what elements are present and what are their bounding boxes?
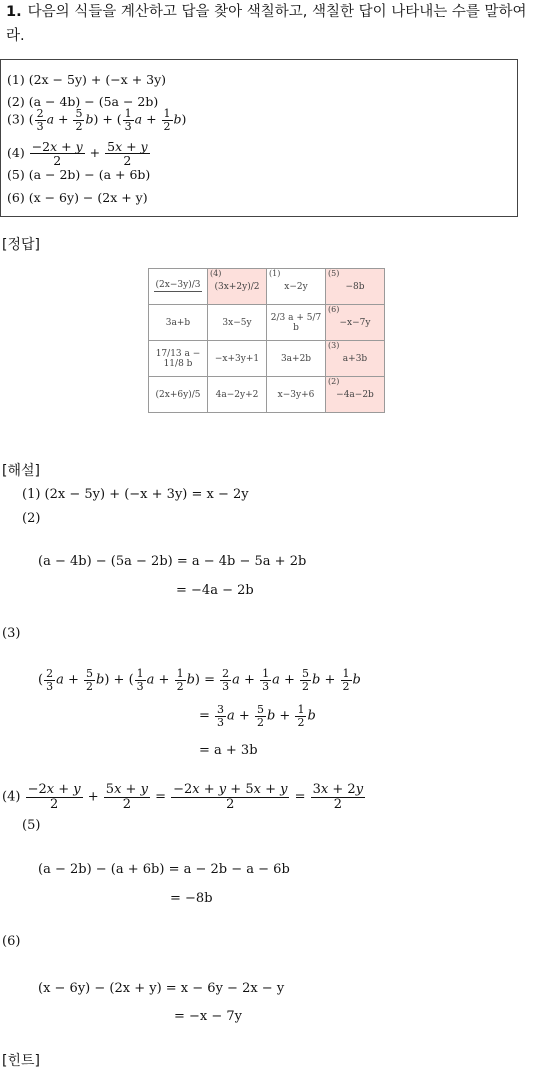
grid-cell: (5) −8b — [326, 269, 385, 305]
problem-2: (2) (a − 4b) − (5a − 2b) — [7, 94, 159, 109]
problem-5: (5) (a − 2b) − (a + 6b) — [7, 167, 151, 182]
grid-cell: 3x−5y — [208, 305, 267, 341]
explanation-label: [해설] — [2, 463, 40, 479]
problem-1: (1) (2x − 5y) + (−x + 3y) — [7, 72, 167, 87]
question-text — [6, 0, 534, 48]
answer-label: [정답] — [2, 237, 40, 253]
grid-cell: (1) x−2y — [267, 269, 326, 305]
answer-grid — [148, 268, 385, 413]
solution-2-label: (2) — [22, 511, 41, 526]
question-body: 다음의 식들을 계산하고 답을 찾아 색칠하고, 색칠한 답이 나타내는 수를 말하여라. — [6, 4, 527, 44]
problem-3: (3) ( $\frac{2}{3}$ a + $\frac{5}{2}$ b) + ( $\frac{1}{3}$ a + $\frac{1}{2}$ b) — [7, 107, 187, 133]
solution-3-line1: ( $\frac{2}{3}$ a + $\frac{5}{2}$ b) + ( $\frac{1}{3}$ a + $\frac{1}{2}$ b) = $\frac{2}{3}$ a + $\frac{1}{3}$ a + $\frac{5}{2}$ b + $\frac{1}{2}$ b — [38, 667, 361, 693]
solution-6-line2: = −x − 7y — [174, 1009, 243, 1024]
solution-4: (4) $\frac{-2x + y}{2}$ + $\frac{5x + y}{2}$ = $\frac{-2x + y + 5x + y}{2}$ = $\frac{3x + 2y}{2}$ — [2, 782, 364, 812]
grid-cell: −x+3y+1 — [208, 341, 267, 377]
hint-label: [힌트] — [2, 1053, 40, 1069]
problem-4: (4) $\frac{-2x + y}{2}$ + $\frac{5x + y}{2}$ — [7, 139, 148, 169]
question-number: 1. — [6, 4, 22, 20]
problem-6: (6) (x − 6y) − (2x + y) — [7, 190, 148, 205]
grid-cell: (2) −4a−2b — [326, 377, 385, 413]
grid-cell: (2x−3y)/3 — [149, 269, 208, 305]
solution-5-line2: = −8b — [170, 891, 213, 906]
grid-cell: 3a+2b — [267, 341, 326, 377]
solution-5-line1: (a − 2b) − (a + 6b) = a − 2b − a − 6b — [38, 862, 290, 877]
solution-6-line1: (x − 6y) − (2x + y) = x − 6y − 2x − y — [38, 981, 285, 996]
grid-cell: x−3y+6 — [267, 377, 326, 413]
solution-3-label: (3) — [2, 626, 21, 641]
grid-cell: 17/13 a − 11/8 b — [149, 341, 208, 377]
solution-3-line3: = a + 3b — [199, 743, 258, 758]
grid-cell: 3a+b — [149, 305, 208, 341]
grid-cell: (6) −x−7y — [326, 305, 385, 341]
solution-3-line2: = $\frac{3}{3}$ a + $\frac{5}{2}$ b + $\frac{1}{2}$ b — [199, 703, 316, 729]
grid-cell: (2x+6y)/5 — [149, 377, 208, 413]
solution-2-line2: = −4a − 2b — [176, 583, 254, 598]
problem-box — [0, 59, 518, 217]
solution-1: (1) (2x − 5y) + (−x + 3y) = x − 2y — [22, 487, 249, 502]
solution-2-line1: (a − 4b) − (5a − 2b) = a − 4b − 5a + 2b — [38, 554, 307, 569]
grid-cell: 4a−2y+2 — [208, 377, 267, 413]
grid-cell: (4) (3x+2y)/2 — [208, 269, 267, 305]
solution-5-label: (5) — [22, 818, 41, 833]
grid-cell: (3) a+3b — [326, 341, 385, 377]
grid-cell: 2/3 a + 5/7 b — [267, 305, 326, 341]
solution-6-label: (6) — [2, 934, 21, 949]
